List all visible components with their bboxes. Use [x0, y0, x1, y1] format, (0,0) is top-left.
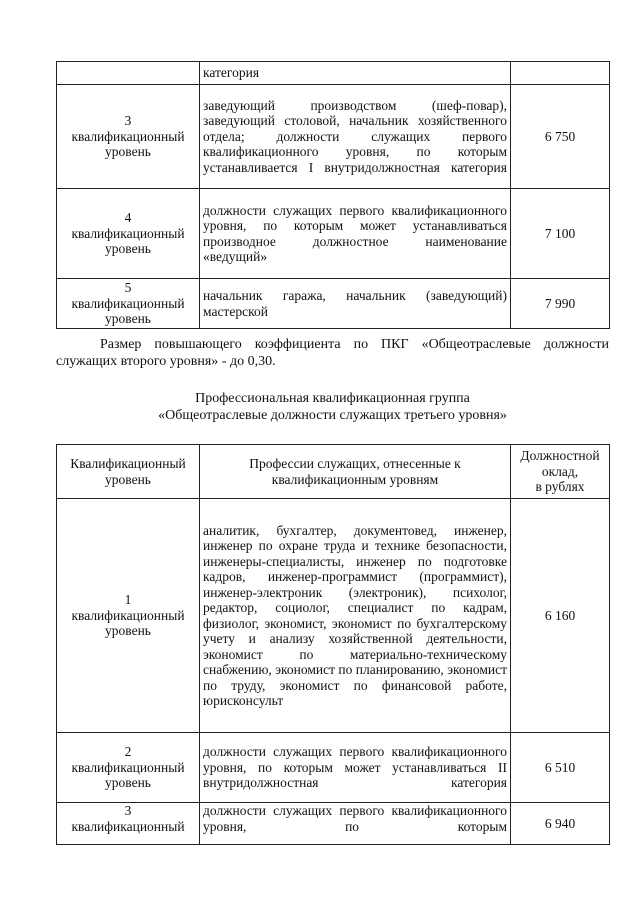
- table-row: [57, 62, 610, 85]
- table-header-row: [57, 445, 610, 499]
- level-cell: 4 квалификационный уровень: [57, 189, 200, 279]
- group-heading: [56, 390, 609, 424]
- profession-cell: должности служащих первого квалификационного уровня, по которым: [200, 803, 511, 845]
- level-cell: 3 квалификационный: [57, 803, 200, 845]
- level-cell: [57, 62, 200, 85]
- level-cell: 5 квалификационный уровень: [57, 279, 200, 329]
- profession-cell: аналитик, бухгалтер, документовед, инженер, инженер по охране труда и технике безопасности, инженеры-специалисты, инженер по подготовке кадров, инженер-программист (программист), инженер-электроник (электроник), психолог, редактор, социолог, специалист по кадрам, физиолог, экономист, экономист по бухгалтерскому учету и анализу хозяйственной деятельности, экономист по материально-техническому снабжению, экономист по планированию, экономист по труду, экономист по финансовой работе, юрисконсульт: [200, 499, 511, 733]
- profession-cell: категория: [200, 62, 511, 85]
- salary-table-second-level: [56, 61, 610, 329]
- group-heading-line1: Профессиональная квалификационная группа: [195, 391, 470, 406]
- profession-cell: заведующий производством (шеф-повар), заведующий столовой, начальник хозяйственного отдела; должности служащих первого квалификационного уровня, по которым устанавливается I внутридолжностная категория: [200, 85, 511, 189]
- coefficient-note: Размер повышающего коэффициента по ПКГ «Общеотраслевые должности служащих второго уровня» - до 0,30.: [56, 337, 609, 369]
- level-cell: 1 квалификационный уровень: [57, 499, 200, 733]
- header-level: Квалификационный уровень: [57, 445, 200, 499]
- group-heading-line2: «Общеотраслевые должности служащих третьего уровня»: [158, 408, 507, 423]
- table-row: [57, 733, 610, 803]
- profession-cell: должности служащих первого квалификационного уровня, по которым может устанавливаться II внутридолжностная категория: [200, 733, 511, 803]
- profession-cell: должности служащих первого квалификационного уровня, по которым может устанавливаться производное должностное наименование «ведущий»: [200, 189, 511, 279]
- header-salary: Должностной оклад, в рублях: [511, 445, 610, 499]
- level-cell: 3 квалификационный уровень: [57, 85, 200, 189]
- table-row: [57, 803, 610, 845]
- salary-cell: 6 940: [511, 803, 610, 845]
- level-cell: 2 квалификационный уровень: [57, 733, 200, 803]
- salary-cell: 6 750: [511, 85, 610, 189]
- salary-table-third-level: [56, 444, 610, 845]
- table-row: [57, 85, 610, 189]
- salary-cell: 7 100: [511, 189, 610, 279]
- profession-cell: начальник гаража, начальник (заведующий) мастерской: [200, 279, 511, 329]
- table-row: [57, 189, 610, 279]
- table-row: [57, 499, 610, 733]
- table-row: [57, 279, 610, 329]
- salary-cell: [511, 62, 610, 85]
- salary-cell: 7 990: [511, 279, 610, 329]
- header-professions: Профессии служащих, отнесенные к квалификационным уровням: [200, 445, 511, 499]
- salary-cell: 6 510: [511, 733, 610, 803]
- salary-cell: 6 160: [511, 499, 610, 733]
